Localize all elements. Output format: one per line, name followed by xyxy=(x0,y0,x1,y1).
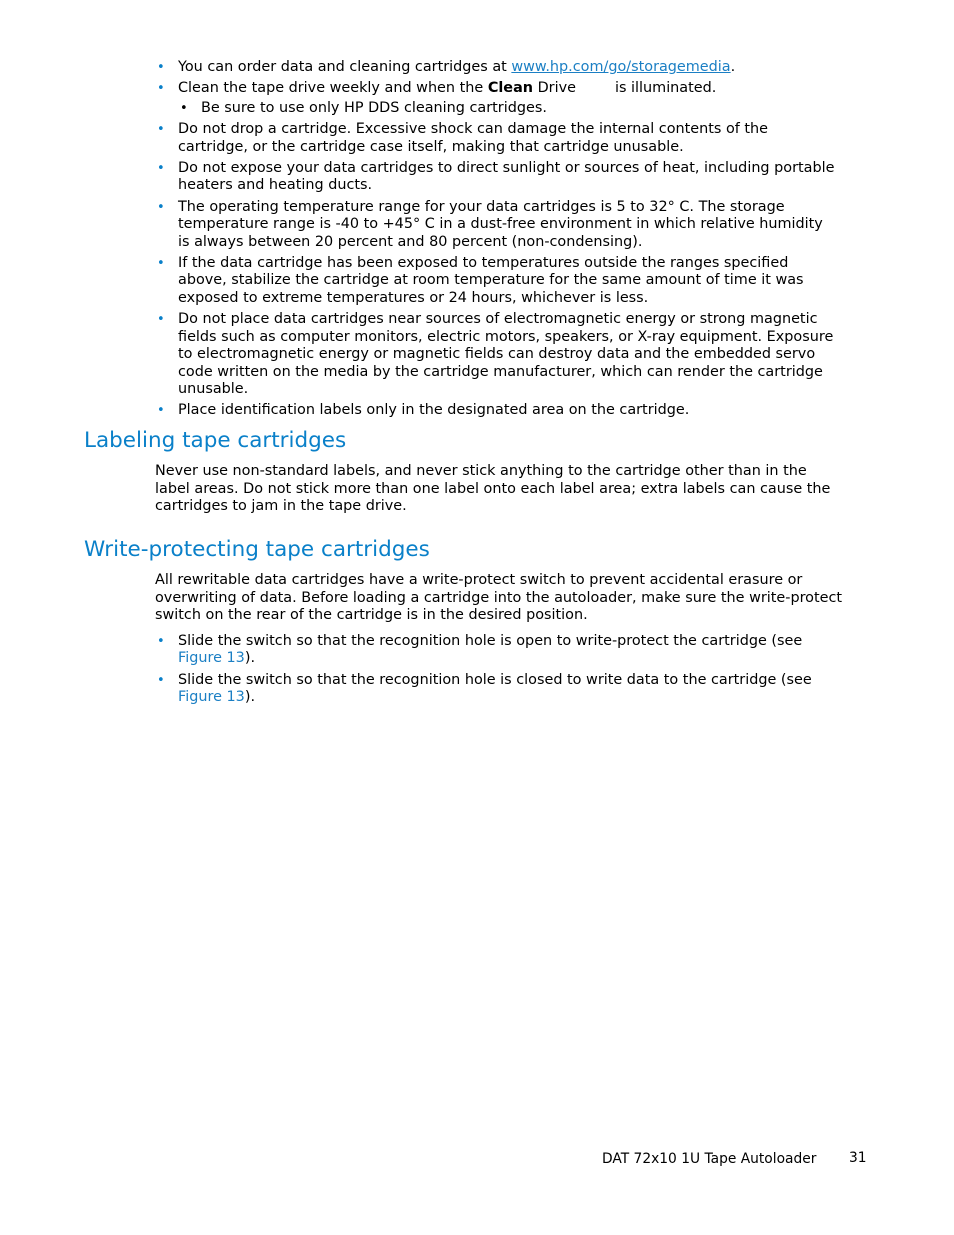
list-item: • Do not expose your data cartridges to direct sunlight or sources of heat, including portable heaters and heating ducts. xyxy=(157,160,835,194)
list-item: • Clean the tape drive weekly and when the Clean Drive is illuminated. • Be sure to use only HP DDS cleaning cartridges. xyxy=(155,80,835,117)
storagemedia-link[interactable]: www.hp.com/go/storagemedia xyxy=(511,59,731,75)
list-item: • If the data cartridge has been exposed to temperatures outside the ranges specified above, stabilize the cartridge at room temperature for the same amount of time it was exposed to extreme temperatures or 24 hours, whichever is less. xyxy=(157,255,804,306)
labeling-paragraph: Never use non-standard labels, and never stick anything to the cartridge other than in the label areas. Do not stick more than one label onto each label area; extra labels can cause the cartridges to jam in the tape drive. xyxy=(155,463,831,515)
list-item: • Slide the switch so that the recognition hole is open to write-protect the cartridge (see Figure 13). xyxy=(157,633,803,667)
list-item: • You can order data and cleaning cartridges at www.hp.com/go/storagemedia. xyxy=(157,59,736,75)
sub-list-item: • Be sure to use only HP DDS cleaning cartridges. xyxy=(180,99,547,116)
write-protect-heading: Write-protecting tape cartridges xyxy=(84,537,430,562)
bullet-icon: • xyxy=(157,161,165,177)
bullet-icon: • xyxy=(157,403,165,419)
labeling-heading: Labeling tape cartridges xyxy=(84,428,347,453)
sub-list xyxy=(178,100,835,117)
bullet-icon: • xyxy=(157,122,165,138)
write-protect-list xyxy=(155,633,845,707)
footer-document-title: DAT 72x10 1U Tape Autoloader xyxy=(602,1151,817,1167)
list-item: • Place identification labels only in the designated area on the cartridge. xyxy=(157,402,690,419)
figure-13-link[interactable]: Figure 13 xyxy=(178,650,245,667)
bullet-icon: • xyxy=(157,256,165,272)
sub-bullet-icon: • xyxy=(180,100,188,116)
clean-led-label: Clean xyxy=(487,80,534,97)
list-item: • The operating temperature range for your data cartridges is 5 to 32° C. The storage temperature range is -40 to +45° C in a dust-free environment in which relative humidity is always between 20 percent and 80 percent (non-condensing). xyxy=(157,198,823,250)
page-number: 31 xyxy=(849,1150,867,1166)
list-item: • Do not drop a cartridge. Excessive shock can damage the internal contents of the cartridge, or the cartridge case itself, making that cartridge unusable. xyxy=(157,121,769,155)
bullet-icon: • xyxy=(157,199,165,215)
figure-13-link[interactable]: Figure 13 xyxy=(178,689,245,706)
list-item: • Do not place data cartridges near sources of electromagnetic energy or strong magnetic fields such as computer monitors, electric motors, speakers, or X-ray equipment. Exposure to electromagnetic energy or magnetic fields can destroy data and the embedded servo code written on the media by the cartridge manufacturer, which can render the cartridge unusable. xyxy=(157,311,834,397)
bullet-icon: • xyxy=(157,634,165,649)
list-item: • Slide the switch so that the recognition hole is closed to write data to the cartridge (see Figure 13). xyxy=(157,671,812,706)
bullet-icon: • xyxy=(157,60,165,75)
bullet-icon: • xyxy=(157,672,165,688)
bullet-icon: • xyxy=(157,312,165,328)
bullet-icon: • xyxy=(157,81,165,97)
write-protect-paragraph: All rewritable data cartridges have a write-protect switch to prevent accidental erasure or overwriting of data. Before loading a cartridge into the autoloader, make sure the write-protect switch on the rear of the cartridge is in the desired position. xyxy=(155,572,843,624)
care-guidelines-list xyxy=(155,59,835,420)
